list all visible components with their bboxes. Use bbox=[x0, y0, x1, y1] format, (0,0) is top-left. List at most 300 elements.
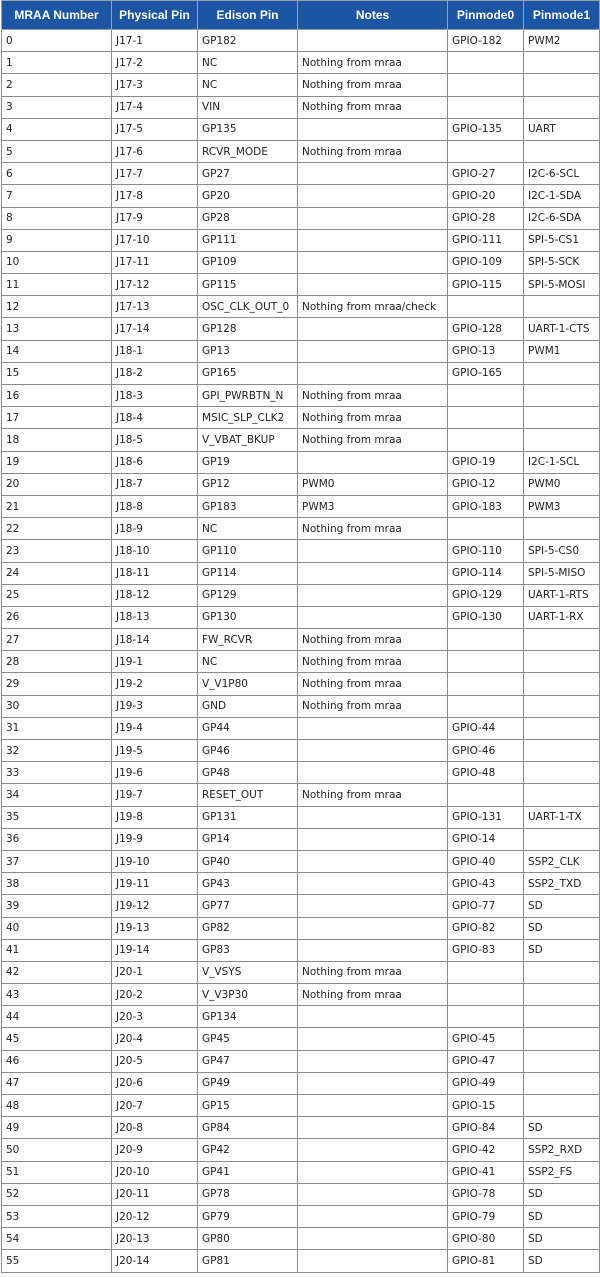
edison-pin-cell: NC bbox=[198, 52, 298, 74]
mraa-number-cell: 12 bbox=[2, 296, 112, 318]
edison-pin-cell: GP14 bbox=[198, 828, 298, 850]
pinmode0-cell: GPIO-42 bbox=[448, 1139, 524, 1161]
physical-pin-cell: J19-10 bbox=[112, 850, 198, 872]
physical-pin-cell: J17-13 bbox=[112, 296, 198, 318]
table-row bbox=[2, 163, 600, 185]
physical-pin-cell: J19-12 bbox=[112, 895, 198, 917]
pinmode1-cell: UART-1-CTS bbox=[524, 318, 600, 340]
pinmode1-cell bbox=[524, 1028, 600, 1050]
pinmode0-cell: GPIO-19 bbox=[448, 451, 524, 473]
edison-pin-cell: GP46 bbox=[198, 740, 298, 762]
table-body bbox=[2, 30, 600, 1273]
physical-pin-cell: J17-2 bbox=[112, 52, 198, 74]
mraa-number-cell: 9 bbox=[2, 229, 112, 251]
mraa-number-cell: 28 bbox=[2, 651, 112, 673]
physical-pin-cell: J17-8 bbox=[112, 185, 198, 207]
pinmode0-cell: GPIO-13 bbox=[448, 340, 524, 362]
edison-pin-cell: GP79 bbox=[198, 1205, 298, 1227]
physical-pin-cell: J20-6 bbox=[112, 1072, 198, 1094]
physical-pin-cell: J17-6 bbox=[112, 140, 198, 162]
pinmode1-cell: SD bbox=[524, 1205, 600, 1227]
pinmode0-cell bbox=[448, 961, 524, 983]
notes-cell bbox=[298, 584, 448, 606]
edison-pin-cell: GP12 bbox=[198, 473, 298, 495]
pinmode0-cell: GPIO-20 bbox=[448, 185, 524, 207]
pinmode0-cell: GPIO-78 bbox=[448, 1183, 524, 1205]
pinmode1-cell: UART-1-RTS bbox=[524, 584, 600, 606]
pinmode1-cell: SD bbox=[524, 1228, 600, 1250]
pinmode1-cell: UART bbox=[524, 118, 600, 140]
edison-pin-cell: GP28 bbox=[198, 207, 298, 229]
pinmode1-cell bbox=[524, 518, 600, 540]
notes-cell: Nothing from mraa/check bbox=[298, 296, 448, 318]
notes-cell: Nothing from mraa bbox=[298, 629, 448, 651]
edison-pin-cell: V_V3P30 bbox=[198, 984, 298, 1006]
pinmode1-cell bbox=[524, 1006, 600, 1028]
notes-cell bbox=[298, 1183, 448, 1205]
pinmode1-cell: I2C-6-SCL bbox=[524, 163, 600, 185]
pinmode0-cell: GPIO-47 bbox=[448, 1050, 524, 1072]
mraa-number-cell: 53 bbox=[2, 1205, 112, 1227]
notes-cell: Nothing from mraa bbox=[298, 407, 448, 429]
pinmode0-cell: GPIO-80 bbox=[448, 1228, 524, 1250]
physical-pin-cell: J19-13 bbox=[112, 917, 198, 939]
table-row bbox=[2, 385, 600, 407]
notes-cell bbox=[298, 251, 448, 273]
pinmode1-cell: SPI-5-MOSI bbox=[524, 274, 600, 296]
table-row bbox=[2, 651, 600, 673]
pinmode0-cell bbox=[448, 984, 524, 1006]
pinmode1-cell: PWM1 bbox=[524, 340, 600, 362]
table-row bbox=[2, 451, 600, 473]
pinmode0-cell bbox=[448, 74, 524, 96]
mraa-number-cell: 40 bbox=[2, 917, 112, 939]
edison-pin-cell: V_V1P80 bbox=[198, 673, 298, 695]
mraa-number-cell: 50 bbox=[2, 1139, 112, 1161]
table-row bbox=[2, 740, 600, 762]
physical-pin-cell: J20-7 bbox=[112, 1095, 198, 1117]
table-row bbox=[2, 828, 600, 850]
notes-cell bbox=[298, 362, 448, 384]
physical-pin-cell: J20-4 bbox=[112, 1028, 198, 1050]
pinmode0-cell bbox=[448, 407, 524, 429]
mraa-number-cell: 55 bbox=[2, 1250, 112, 1272]
mraa-number-cell: 51 bbox=[2, 1161, 112, 1183]
table-row bbox=[2, 318, 600, 340]
edison-pin-cell: GP82 bbox=[198, 917, 298, 939]
physical-pin-cell: J19-2 bbox=[112, 673, 198, 695]
mraa-number-cell: 7 bbox=[2, 185, 112, 207]
mraa-number-cell: 33 bbox=[2, 762, 112, 784]
physical-pin-cell: J19-9 bbox=[112, 828, 198, 850]
table-row bbox=[2, 207, 600, 229]
pinmode0-cell bbox=[448, 629, 524, 651]
physical-pin-cell: J19-3 bbox=[112, 695, 198, 717]
mraa-number-cell: 5 bbox=[2, 140, 112, 162]
pinmode1-cell bbox=[524, 740, 600, 762]
pinmode1-cell: PWM2 bbox=[524, 30, 600, 52]
pinmode1-cell bbox=[524, 96, 600, 118]
notes-cell: Nothing from mraa bbox=[298, 74, 448, 96]
notes-cell bbox=[298, 873, 448, 895]
notes-cell bbox=[298, 1205, 448, 1227]
mraa-number-cell: 14 bbox=[2, 340, 112, 362]
table-row bbox=[2, 1161, 600, 1183]
notes-cell bbox=[298, 740, 448, 762]
notes-cell: Nothing from mraa bbox=[298, 385, 448, 407]
mraa-number-cell: 8 bbox=[2, 207, 112, 229]
edison-pin-cell: GP48 bbox=[198, 762, 298, 784]
physical-pin-cell: J20-14 bbox=[112, 1250, 198, 1272]
notes-cell: Nothing from mraa bbox=[298, 984, 448, 1006]
edison-pin-cell: GP129 bbox=[198, 584, 298, 606]
pinmode1-cell: SD bbox=[524, 1250, 600, 1272]
physical-pin-cell: J18-1 bbox=[112, 340, 198, 362]
notes-cell bbox=[298, 229, 448, 251]
edison-pin-cell: GP49 bbox=[198, 1072, 298, 1094]
notes-cell: Nothing from mraa bbox=[298, 784, 448, 806]
edison-pin-cell: GP111 bbox=[198, 229, 298, 251]
edison-pin-cell: GND bbox=[198, 695, 298, 717]
edison-pin-cell: GP20 bbox=[198, 185, 298, 207]
edison-pin-cell: NC bbox=[198, 518, 298, 540]
pinmode0-cell: GPIO-79 bbox=[448, 1205, 524, 1227]
edison-pin-cell: GP27 bbox=[198, 163, 298, 185]
pinmode1-cell: SSP2_TXD bbox=[524, 873, 600, 895]
table-row bbox=[2, 340, 600, 362]
physical-pin-cell: J18-2 bbox=[112, 362, 198, 384]
pinmode1-cell bbox=[524, 362, 600, 384]
edison-pin-cell: GP81 bbox=[198, 1250, 298, 1272]
pinmode0-cell: GPIO-77 bbox=[448, 895, 524, 917]
edison-pin-cell: V_VSYS bbox=[198, 961, 298, 983]
edison-pin-cell: GP45 bbox=[198, 1028, 298, 1050]
mraa-number-cell: 21 bbox=[2, 495, 112, 517]
table-row bbox=[2, 407, 600, 429]
table-row bbox=[2, 717, 600, 739]
pinmode0-cell: GPIO-15 bbox=[448, 1095, 524, 1117]
pinmode0-cell: GPIO-109 bbox=[448, 251, 524, 273]
notes-cell bbox=[298, 340, 448, 362]
pinmode0-cell: GPIO-130 bbox=[448, 606, 524, 628]
physical-pin-cell: J17-4 bbox=[112, 96, 198, 118]
pinmode1-cell bbox=[524, 52, 600, 74]
pinmode0-cell: GPIO-182 bbox=[448, 30, 524, 52]
physical-pin-cell: J17-14 bbox=[112, 318, 198, 340]
pinmode0-cell: GPIO-40 bbox=[448, 850, 524, 872]
physical-pin-cell: J18-13 bbox=[112, 606, 198, 628]
pinmode0-cell: GPIO-115 bbox=[448, 274, 524, 296]
physical-pin-cell: J19-7 bbox=[112, 784, 198, 806]
mraa-number-cell: 39 bbox=[2, 895, 112, 917]
pinmode1-cell bbox=[524, 961, 600, 983]
notes-cell: Nothing from mraa bbox=[298, 695, 448, 717]
pinmode1-cell: SPI-5-CS1 bbox=[524, 229, 600, 251]
physical-pin-cell: J17-5 bbox=[112, 118, 198, 140]
table-row bbox=[2, 1117, 600, 1139]
mraa-number-cell: 45 bbox=[2, 1028, 112, 1050]
pinmode1-cell: SD bbox=[524, 917, 600, 939]
table-row bbox=[2, 185, 600, 207]
edison-pin-cell: GP43 bbox=[198, 873, 298, 895]
pinmode0-cell: GPIO-44 bbox=[448, 717, 524, 739]
mraa-number-cell: 18 bbox=[2, 429, 112, 451]
pinmode0-cell: GPIO-183 bbox=[448, 495, 524, 517]
physical-pin-cell: J17-9 bbox=[112, 207, 198, 229]
mraa-number-cell: 37 bbox=[2, 850, 112, 872]
table-row bbox=[2, 584, 600, 606]
notes-cell bbox=[298, 1139, 448, 1161]
pinmode1-cell bbox=[524, 828, 600, 850]
pinmode1-cell bbox=[524, 629, 600, 651]
pinmode0-cell: GPIO-12 bbox=[448, 473, 524, 495]
table-row bbox=[2, 274, 600, 296]
notes-cell bbox=[298, 118, 448, 140]
mraa-number-cell: 29 bbox=[2, 673, 112, 695]
pinmode0-cell: GPIO-111 bbox=[448, 229, 524, 251]
pinmode0-cell bbox=[448, 96, 524, 118]
table-row bbox=[2, 30, 600, 52]
physical-pin-cell: J18-6 bbox=[112, 451, 198, 473]
notes-cell bbox=[298, 1050, 448, 1072]
pinmode0-cell: GPIO-131 bbox=[448, 806, 524, 828]
edison-pin-cell: V_VBAT_BKUP bbox=[198, 429, 298, 451]
pinmode0-cell: GPIO-84 bbox=[448, 1117, 524, 1139]
mraa-number-cell: 11 bbox=[2, 274, 112, 296]
edison-pin-cell: GP131 bbox=[198, 806, 298, 828]
pinmode0-cell: GPIO-110 bbox=[448, 540, 524, 562]
physical-pin-cell: J17-12 bbox=[112, 274, 198, 296]
mraa-number-cell: 13 bbox=[2, 318, 112, 340]
pinmode1-cell: SSP2_RXD bbox=[524, 1139, 600, 1161]
table-row bbox=[2, 784, 600, 806]
pinmode1-cell bbox=[524, 651, 600, 673]
notes-cell bbox=[298, 1228, 448, 1250]
pinmode0-cell bbox=[448, 784, 524, 806]
notes-cell bbox=[298, 939, 448, 961]
mraa-number-cell: 34 bbox=[2, 784, 112, 806]
header-mraa-number: MRAA Number bbox=[2, 1, 112, 30]
edison-pin-cell: GP77 bbox=[198, 895, 298, 917]
table-row bbox=[2, 695, 600, 717]
physical-pin-cell: J18-3 bbox=[112, 385, 198, 407]
pinmode1-cell bbox=[524, 140, 600, 162]
pinmode1-cell bbox=[524, 717, 600, 739]
notes-cell bbox=[298, 1006, 448, 1028]
notes-cell bbox=[298, 540, 448, 562]
pinmode0-cell: GPIO-28 bbox=[448, 207, 524, 229]
pinmode1-cell bbox=[524, 1050, 600, 1072]
header-notes: Notes bbox=[298, 1, 448, 30]
pinmode1-cell: I2C-1-SCL bbox=[524, 451, 600, 473]
table-row bbox=[2, 1072, 600, 1094]
edison-pin-cell: GP134 bbox=[198, 1006, 298, 1028]
pinmode0-cell: GPIO-46 bbox=[448, 740, 524, 762]
table-row bbox=[2, 1205, 600, 1227]
pinmode1-cell: UART-1-RX bbox=[524, 606, 600, 628]
table-row bbox=[2, 806, 600, 828]
table-row bbox=[2, 1006, 600, 1028]
physical-pin-cell: J19-5 bbox=[112, 740, 198, 762]
physical-pin-cell: J19-1 bbox=[112, 651, 198, 673]
physical-pin-cell: J20-2 bbox=[112, 984, 198, 1006]
edison-pin-cell: GP44 bbox=[198, 717, 298, 739]
pinmode0-cell bbox=[448, 1006, 524, 1028]
physical-pin-cell: J18-5 bbox=[112, 429, 198, 451]
physical-pin-cell: J19-14 bbox=[112, 939, 198, 961]
notes-cell bbox=[298, 1117, 448, 1139]
table-row bbox=[2, 540, 600, 562]
physical-pin-cell: J19-11 bbox=[112, 873, 198, 895]
pinmode0-cell: GPIO-128 bbox=[448, 318, 524, 340]
edison-pin-cell: GP83 bbox=[198, 939, 298, 961]
pinmode0-cell bbox=[448, 429, 524, 451]
pinmode1-cell bbox=[524, 74, 600, 96]
mraa-number-cell: 0 bbox=[2, 30, 112, 52]
notes-cell: Nothing from mraa bbox=[298, 140, 448, 162]
edison-pin-cell: VIN bbox=[198, 96, 298, 118]
notes-cell bbox=[298, 1250, 448, 1272]
physical-pin-cell: J18-9 bbox=[112, 518, 198, 540]
pinmode1-cell: SSP2_FS bbox=[524, 1161, 600, 1183]
mraa-number-cell: 16 bbox=[2, 385, 112, 407]
mraa-number-cell: 48 bbox=[2, 1095, 112, 1117]
edison-pin-cell: GPI_PWRBTN_N bbox=[198, 385, 298, 407]
mraa-number-cell: 52 bbox=[2, 1183, 112, 1205]
physical-pin-cell: J18-14 bbox=[112, 629, 198, 651]
pinmode0-cell: GPIO-27 bbox=[448, 163, 524, 185]
pinmode0-cell bbox=[448, 651, 524, 673]
pinmode1-cell: I2C-6-SDA bbox=[524, 207, 600, 229]
mraa-number-cell: 23 bbox=[2, 540, 112, 562]
pinmode1-cell: PWM0 bbox=[524, 473, 600, 495]
edison-pin-cell: GP78 bbox=[198, 1183, 298, 1205]
edison-pin-cell: GP13 bbox=[198, 340, 298, 362]
edison-pin-cell: GP15 bbox=[198, 1095, 298, 1117]
physical-pin-cell: J20-3 bbox=[112, 1006, 198, 1028]
pinmode1-cell bbox=[524, 784, 600, 806]
mraa-number-cell: 15 bbox=[2, 362, 112, 384]
table-row bbox=[2, 118, 600, 140]
pinmode0-cell: GPIO-165 bbox=[448, 362, 524, 384]
mraa-number-cell: 31 bbox=[2, 717, 112, 739]
physical-pin-cell: J17-10 bbox=[112, 229, 198, 251]
notes-cell bbox=[298, 1028, 448, 1050]
notes-cell bbox=[298, 606, 448, 628]
physical-pin-cell: J18-8 bbox=[112, 495, 198, 517]
pinmode0-cell: GPIO-129 bbox=[448, 584, 524, 606]
edison-pin-cell: MSIC_SLP_CLK2 bbox=[198, 407, 298, 429]
pinmode0-cell: GPIO-114 bbox=[448, 562, 524, 584]
mraa-number-cell: 42 bbox=[2, 961, 112, 983]
mraa-number-cell: 2 bbox=[2, 74, 112, 96]
notes-cell bbox=[298, 318, 448, 340]
notes-cell: Nothing from mraa bbox=[298, 961, 448, 983]
header-pinmode1: Pinmode1 bbox=[524, 1, 600, 30]
edison-pin-cell: FW_RCVR bbox=[198, 629, 298, 651]
table-row bbox=[2, 917, 600, 939]
mraa-number-cell: 6 bbox=[2, 163, 112, 185]
pinmode1-cell: SPI-5-MISO bbox=[524, 562, 600, 584]
pinmode0-cell: GPIO-82 bbox=[448, 917, 524, 939]
pinmode1-cell: SPI-5-SCK bbox=[524, 251, 600, 273]
edison-pin-cell: GP41 bbox=[198, 1161, 298, 1183]
physical-pin-cell: J20-1 bbox=[112, 961, 198, 983]
pinmode1-cell bbox=[524, 695, 600, 717]
edison-pin-cell: GP130 bbox=[198, 606, 298, 628]
pinmode1-cell: PWM3 bbox=[524, 495, 600, 517]
mraa-number-cell: 25 bbox=[2, 584, 112, 606]
edison-pin-cell: GP183 bbox=[198, 495, 298, 517]
mraa-number-cell: 41 bbox=[2, 939, 112, 961]
notes-cell: Nothing from mraa bbox=[298, 429, 448, 451]
header-edison-pin: Edison Pin bbox=[198, 1, 298, 30]
edison-pin-cell: GP114 bbox=[198, 562, 298, 584]
pinmode1-cell: UART-1-TX bbox=[524, 806, 600, 828]
mraa-number-cell: 54 bbox=[2, 1228, 112, 1250]
physical-pin-cell: J20-13 bbox=[112, 1228, 198, 1250]
table-row bbox=[2, 939, 600, 961]
edison-pin-cell: GP109 bbox=[198, 251, 298, 273]
edison-pin-cell: RCVR_MODE bbox=[198, 140, 298, 162]
pinmode1-cell: SD bbox=[524, 1183, 600, 1205]
table-row bbox=[2, 74, 600, 96]
pinmode0-cell bbox=[448, 518, 524, 540]
notes-cell: Nothing from mraa bbox=[298, 651, 448, 673]
physical-pin-cell: J18-7 bbox=[112, 473, 198, 495]
table-row bbox=[2, 473, 600, 495]
physical-pin-cell: J18-10 bbox=[112, 540, 198, 562]
notes-cell: Nothing from mraa bbox=[298, 673, 448, 695]
notes-cell bbox=[298, 1161, 448, 1183]
pinmode1-cell: SD bbox=[524, 939, 600, 961]
table-row bbox=[2, 1228, 600, 1250]
table-row bbox=[2, 961, 600, 983]
notes-cell bbox=[298, 1095, 448, 1117]
header-pinmode0: Pinmode0 bbox=[448, 1, 524, 30]
pinmode0-cell: GPIO-45 bbox=[448, 1028, 524, 1050]
table-row bbox=[2, 762, 600, 784]
notes-cell bbox=[298, 163, 448, 185]
notes-cell bbox=[298, 917, 448, 939]
mraa-number-cell: 20 bbox=[2, 473, 112, 495]
table-row bbox=[2, 1139, 600, 1161]
edison-pin-cell: NC bbox=[198, 74, 298, 96]
edison-pin-cell: GP135 bbox=[198, 118, 298, 140]
notes-cell bbox=[298, 451, 448, 473]
table-header bbox=[2, 1, 600, 30]
pinmode1-cell: SD bbox=[524, 1117, 600, 1139]
notes-cell: PWM0 bbox=[298, 473, 448, 495]
edison-pin-cell: GP165 bbox=[198, 362, 298, 384]
pinmode1-cell bbox=[524, 385, 600, 407]
table-row bbox=[2, 895, 600, 917]
mraa-number-cell: 44 bbox=[2, 1006, 112, 1028]
mraa-number-cell: 10 bbox=[2, 251, 112, 273]
notes-cell bbox=[298, 207, 448, 229]
pinmode1-cell bbox=[524, 762, 600, 784]
mraa-number-cell: 27 bbox=[2, 629, 112, 651]
physical-pin-cell: J17-3 bbox=[112, 74, 198, 96]
physical-pin-cell: J18-4 bbox=[112, 407, 198, 429]
notes-cell bbox=[298, 895, 448, 917]
notes-cell bbox=[298, 30, 448, 52]
notes-cell: Nothing from mraa bbox=[298, 52, 448, 74]
physical-pin-cell: J20-8 bbox=[112, 1117, 198, 1139]
table-row bbox=[2, 1050, 600, 1072]
table-row bbox=[2, 984, 600, 1006]
mraa-number-cell: 38 bbox=[2, 873, 112, 895]
